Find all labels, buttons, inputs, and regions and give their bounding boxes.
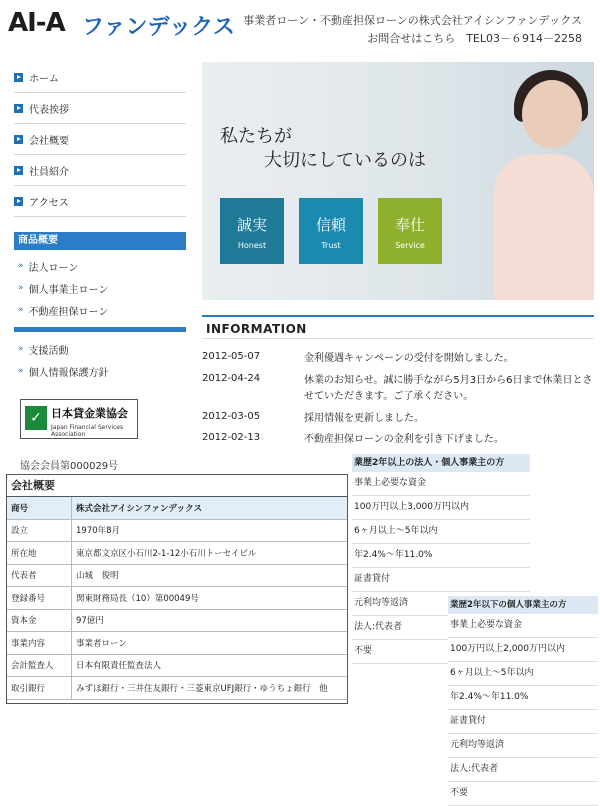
table-row bbox=[7, 587, 347, 610]
product-link-corporate[interactable] bbox=[14, 255, 186, 277]
product-label: 不動産担保ローン bbox=[28, 306, 109, 318]
list-item: 6ヶ月以上～5年以内 bbox=[448, 662, 598, 686]
hero-banner bbox=[202, 62, 594, 300]
logo[interactable] bbox=[8, 8, 65, 38]
misc-links bbox=[14, 338, 186, 382]
product-label: 法人ローン bbox=[28, 262, 79, 274]
news-text: 金利優遇キャンペーンの受付を開始しました。 bbox=[304, 353, 514, 364]
news-date: 2012-05-07 bbox=[202, 351, 261, 362]
tile-kanji: 奉仕 bbox=[394, 216, 425, 234]
divider-bar bbox=[14, 327, 186, 332]
link-label: 支援活動 bbox=[28, 345, 69, 357]
row-value: 関東財務局長（10）第00049号 bbox=[72, 587, 348, 610]
tile-english: Trust bbox=[321, 241, 341, 250]
news-item[interactable] bbox=[202, 351, 594, 369]
header-contact: お問合せはこちら TEL03－６914－2258 bbox=[367, 32, 582, 45]
table-row bbox=[7, 519, 347, 542]
person-image bbox=[494, 154, 594, 300]
association-logo-icon: ✓ bbox=[25, 406, 47, 430]
news-item[interactable] bbox=[202, 411, 594, 429]
association-name: 日本貸金業協会 bbox=[51, 407, 128, 420]
chevron-right-icon: » bbox=[18, 344, 24, 354]
logo-text: ファンデックス bbox=[82, 15, 235, 40]
member-number: 協会会員第000029号 bbox=[20, 461, 119, 472]
information-heading: INFORMATION bbox=[202, 315, 594, 339]
row-value: 97億円 bbox=[72, 609, 348, 632]
company-table bbox=[7, 497, 347, 700]
link-support[interactable] bbox=[14, 338, 186, 360]
hero-copy-line1: 私たちが bbox=[220, 126, 292, 147]
product-label: 個人事業主ローン bbox=[28, 284, 109, 296]
tile-english: Service bbox=[395, 241, 425, 250]
table-row bbox=[7, 677, 347, 700]
news-item[interactable] bbox=[202, 373, 594, 407]
nav-item-home[interactable] bbox=[14, 62, 186, 93]
hero-copy-line2: 大切にしているのは bbox=[264, 150, 426, 171]
logo-mark: AI-A bbox=[8, 8, 65, 38]
header-tagline: 事業者ローン・不動産担保ローンの株式会社アイシンファンデックス bbox=[243, 14, 582, 27]
main-nav bbox=[14, 62, 186, 217]
list-item: 元利均等返済 bbox=[352, 592, 530, 616]
product-b-list bbox=[448, 614, 598, 806]
nav-item-access[interactable] bbox=[14, 186, 186, 217]
list-item: 6ヶ月以上～5年以内 bbox=[352, 520, 530, 544]
value-tile-honest bbox=[220, 198, 284, 264]
product-a-heading: 業歴2年以上の法人・個人事業主の方 bbox=[352, 454, 530, 472]
company-overview bbox=[6, 474, 348, 704]
arrow-icon bbox=[14, 135, 23, 144]
value-tile-service bbox=[378, 198, 442, 264]
value-tile-trust bbox=[299, 198, 363, 264]
list-item: 年2.4%～年11.0% bbox=[448, 686, 598, 710]
arrow-icon bbox=[14, 104, 23, 113]
product-b-heading: 業歴2年以下の個人事業主の方 bbox=[448, 596, 598, 614]
nav-label: アクセス bbox=[29, 197, 69, 209]
table-row bbox=[7, 497, 347, 519]
person-image-face bbox=[522, 80, 582, 148]
list-item: 証書貸付 bbox=[352, 568, 530, 592]
arrow-icon bbox=[14, 73, 23, 82]
list-item: 元利均等返済 bbox=[448, 734, 598, 758]
news-item[interactable] bbox=[202, 432, 594, 450]
chevron-right-icon: » bbox=[18, 261, 24, 271]
link-label: 個人情報保護方針 bbox=[28, 367, 109, 379]
row-key: 取引銀行 bbox=[7, 677, 72, 700]
nav-label: 代表挨拶 bbox=[29, 104, 69, 116]
news-text: 不動産担保ローンの金利を引き下げました。 bbox=[304, 434, 504, 445]
product-link-real-estate[interactable] bbox=[14, 299, 186, 321]
news-date: 2012-02-13 bbox=[202, 432, 261, 443]
row-value: 株式会社アイシンファンデックス bbox=[72, 497, 348, 519]
row-key: 事業内容 bbox=[7, 632, 72, 655]
row-value: 1970年8月 bbox=[72, 519, 348, 542]
products-list bbox=[14, 255, 186, 321]
link-privacy[interactable] bbox=[14, 360, 186, 382]
tile-kanji: 誠実 bbox=[236, 216, 267, 234]
list-item: 不要 bbox=[448, 782, 598, 806]
row-value: 山城 俊明 bbox=[72, 564, 348, 587]
news-date: 2012-04-24 bbox=[202, 373, 261, 384]
arrow-icon bbox=[14, 197, 23, 206]
table-row bbox=[7, 542, 347, 565]
news-date: 2012-03-05 bbox=[202, 411, 261, 422]
nav-label: 会社概要 bbox=[29, 135, 69, 147]
tile-english: Honest bbox=[237, 241, 267, 250]
news-text: 休業のお知らせ。誠に勝手ながら5月3日から6日まで休業日とさせていただきます。ご了承ください。 bbox=[304, 375, 593, 402]
row-value: 事業者ローン bbox=[72, 632, 348, 655]
list-item: 100万円以上2,000万円以内 bbox=[448, 638, 598, 662]
row-key: 所在地 bbox=[7, 542, 72, 565]
row-key: 代表者 bbox=[7, 564, 72, 587]
arrow-icon bbox=[14, 166, 23, 175]
nav-label: ホーム bbox=[29, 73, 59, 85]
company-heading: 会社概要 bbox=[7, 475, 347, 497]
table-row bbox=[7, 654, 347, 677]
list-item: 事業上必要な資金 bbox=[448, 614, 598, 638]
list-item: 年2.4%～年11.0% bbox=[352, 544, 530, 568]
list-item: 事業上必要な資金 bbox=[352, 472, 530, 496]
list-item: 証書貸付 bbox=[448, 710, 598, 734]
tile-kanji: 信頼 bbox=[315, 216, 346, 234]
row-value: 東京都文京区小石川2-1-12小石川トーセイビル bbox=[72, 542, 348, 565]
chevron-right-icon: » bbox=[18, 283, 24, 293]
product-link-sole-proprietor[interactable] bbox=[14, 277, 186, 299]
association-name-en: Japan Financial Services Association bbox=[51, 424, 124, 438]
row-value: みずほ銀行・三井住友銀行・三菱東京UFJ銀行・ゆうちょ銀行 他 bbox=[72, 677, 348, 700]
row-value: 日本有限責任監査法人 bbox=[72, 654, 348, 677]
chevron-right-icon: » bbox=[18, 305, 24, 315]
list-item: 不要 bbox=[352, 640, 530, 664]
row-key: 資本金 bbox=[7, 609, 72, 632]
chevron-right-icon: » bbox=[18, 366, 24, 376]
news-text: 採用情報を更新しました。 bbox=[304, 413, 424, 424]
list-item: 法人:代表者 bbox=[448, 758, 598, 782]
nav-label: 社員紹介 bbox=[29, 166, 69, 178]
table-row bbox=[7, 609, 347, 632]
nav-item-greeting[interactable] bbox=[14, 93, 186, 124]
association-badge[interactable] bbox=[20, 399, 138, 439]
table-row bbox=[7, 632, 347, 655]
list-item: 100万円以上3,000万円以内 bbox=[352, 496, 530, 520]
row-key: 会計監査人 bbox=[7, 654, 72, 677]
row-key: 商号 bbox=[7, 497, 72, 519]
nav-item-company[interactable] bbox=[14, 124, 186, 155]
nav-item-staff[interactable] bbox=[14, 155, 186, 186]
row-key: 設立 bbox=[7, 519, 72, 542]
products-heading: 商品概要 bbox=[14, 232, 186, 250]
row-key: 登録番号 bbox=[7, 587, 72, 610]
table-row bbox=[7, 564, 347, 587]
list-item: 法人:代表者 bbox=[352, 616, 530, 640]
